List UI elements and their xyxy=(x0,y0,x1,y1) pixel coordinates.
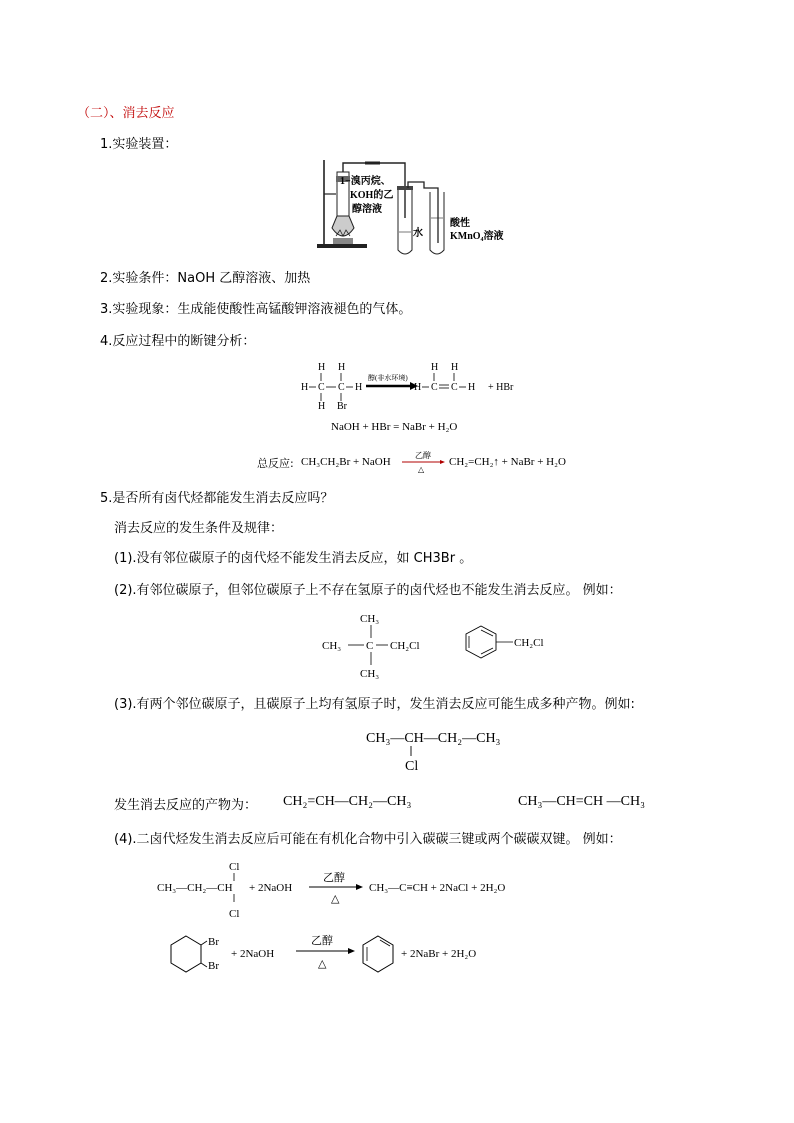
svg-text:C: C xyxy=(318,382,325,393)
item-5-label: 5.是否所有卤代烃都能发生消去反应吗？ xyxy=(100,491,334,506)
burner xyxy=(333,238,353,244)
rule-intro: 消去反应的发生条件及规律： xyxy=(114,521,284,536)
rule-3-structure xyxy=(364,726,524,774)
cyclohexane-ring xyxy=(171,936,201,972)
equation-dibromocyclohexane xyxy=(163,930,523,980)
svg-text:乙醇: 乙醇 xyxy=(415,451,431,460)
svg-text:CH₃—CH—CH₂—CH₃: CH₃—CH—CH₂—CH₃ xyxy=(366,731,501,746)
total-reaction-arrow xyxy=(400,451,446,475)
svg-text:H: H xyxy=(318,401,326,412)
svg-text:Cl: Cl xyxy=(405,759,419,774)
svg-text:+ 2NaOH: + 2NaOH xyxy=(249,882,293,894)
svg-text:H: H xyxy=(318,362,326,373)
svg-text:CH₃—C≡CH + 2NaCl + 2H₂O: CH₃—C≡CH + 2NaCl + 2H₂O xyxy=(369,882,506,894)
item-4-label: 4.反应过程中的断键分析： xyxy=(100,334,256,349)
svg-text:乙醇: 乙醇 xyxy=(311,935,333,947)
svg-text:Br: Br xyxy=(208,960,219,972)
item-1-label: 1.实验装置： xyxy=(100,137,178,152)
svg-text:△: △ xyxy=(318,958,327,970)
rule-2: (2).有邻位碳原子，但邻位碳原子上不存在氢原子的卤代烃也不能发生消去反应。 例如： xyxy=(114,583,622,598)
svg-text:乙醇: 乙醇 xyxy=(323,872,345,884)
svg-text:C: C xyxy=(366,640,374,652)
bond-cleavage-diagram xyxy=(298,360,538,412)
total-label: 总反应: xyxy=(257,457,294,470)
svg-text:△: △ xyxy=(418,465,425,474)
svg-text:CH₃—CH₂—CH: CH₃—CH₂—CH xyxy=(157,882,233,894)
rule-1: (1).没有邻位碳原子的卤代烃不能发生消去反应，如 CH3Br 。 xyxy=(114,551,473,566)
svg-text:△: △ xyxy=(331,893,340,905)
svg-text:CH₂Cl: CH₂Cl xyxy=(390,640,420,652)
products-label: 发生消去反应的产物为： xyxy=(114,798,258,813)
flask-label-3: 醇溶液 xyxy=(352,204,382,215)
svg-text:C: C xyxy=(431,382,438,393)
total-reactants: CH₃CH₂Br + NaOH xyxy=(301,456,391,468)
svg-text:H: H xyxy=(414,382,422,393)
plus-hbr: + HBr xyxy=(488,382,514,393)
svg-text:CH₃: CH₃ xyxy=(360,613,380,625)
neutralization-equation: NaOH + HBr = NaBr + H₂O xyxy=(331,421,458,433)
section-title: （二）、消去反应 xyxy=(77,106,175,121)
total-products: CH₂=CH₂↑ + NaBr + H₂O xyxy=(449,456,566,468)
flask-label-1: 1−溴丙烷、 xyxy=(340,176,391,187)
equation-dihalide-alkyne xyxy=(157,856,557,922)
product-1: CH₂=CH—CH₂—CH₃ xyxy=(283,794,412,809)
svg-text:H: H xyxy=(468,382,476,393)
rule-3: (3).有两个邻位碳原子，且碳原子上均有氢原子时，发生消去反应可能生成多种产物。例如: xyxy=(114,697,635,712)
stand-base xyxy=(317,244,367,248)
svg-text:H: H xyxy=(355,382,363,393)
svg-text:Cl: Cl xyxy=(229,861,240,873)
svg-text:Br: Br xyxy=(208,936,219,948)
apparatus-diagram xyxy=(310,158,520,260)
bond-arrow-label: 醇(非水环境) xyxy=(368,374,408,382)
flask-label-2: KOH的乙 xyxy=(350,190,394,201)
svg-text:H: H xyxy=(451,362,459,373)
cyclohexadiene-ring xyxy=(363,936,393,972)
product-2: CH₃—CH=CH —CH₃ xyxy=(518,794,645,809)
svg-text:Br: Br xyxy=(337,401,347,412)
flask-bulb xyxy=(332,216,354,236)
svg-text:+ 2NaBr + 2H₂O: + 2NaBr + 2H₂O xyxy=(401,948,477,960)
item-2: 2.实验条件：NaOH 乙醇溶液、加热 xyxy=(100,271,311,286)
benzene-ring xyxy=(466,626,496,658)
svg-text:H: H xyxy=(431,362,439,373)
svg-text:C: C xyxy=(338,382,345,393)
water-label: 水 xyxy=(413,228,423,239)
rule-2-structures xyxy=(320,610,560,682)
kmno4-label-2: KMnO₄溶液 xyxy=(450,231,504,242)
kmno4-tube xyxy=(430,192,444,254)
svg-text:CH₃: CH₃ xyxy=(322,640,342,652)
svg-text:CH₃: CH₃ xyxy=(360,668,380,680)
svg-text:H: H xyxy=(338,362,346,373)
rule-4: (4).二卤代烃发生消去反应后可能在有机化合物中引入碳碳三键或两个碳碳双键。 例如： xyxy=(114,832,622,847)
kmno4-label-1: 酸性 xyxy=(450,218,470,229)
svg-text:Cl: Cl xyxy=(229,908,240,920)
svg-text:CH₂Cl: CH₂Cl xyxy=(514,637,544,649)
item-3: 3.实验现象：生成能使酸性高锰酸钾溶液褪色的气体。 xyxy=(100,302,412,317)
svg-text:H: H xyxy=(301,382,309,393)
svg-text:+ 2NaOH: + 2NaOH xyxy=(231,948,275,960)
svg-text:C: C xyxy=(451,382,458,393)
